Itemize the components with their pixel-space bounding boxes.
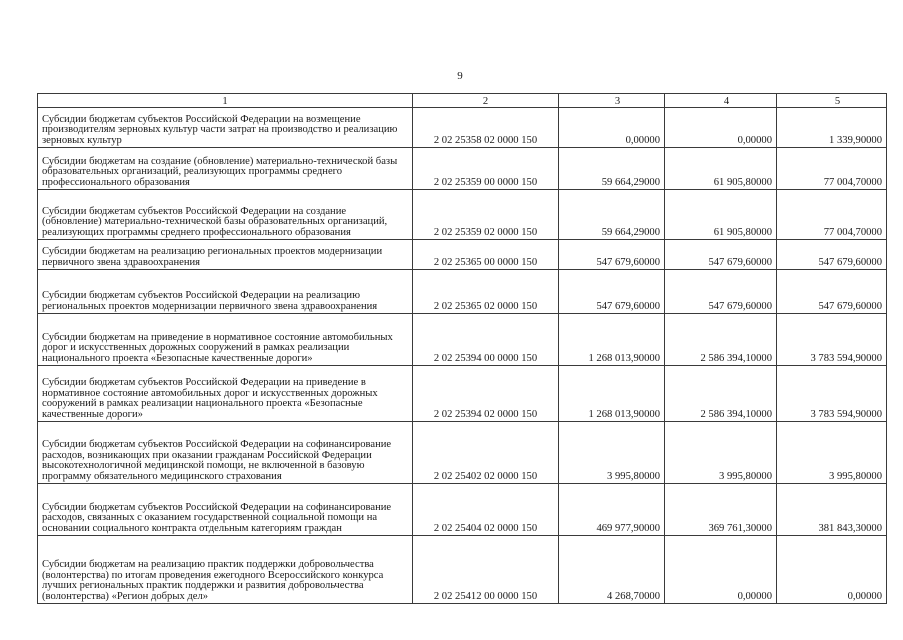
row-value-col4: 0,00000 <box>665 108 777 148</box>
row-description: Субсидии бюджетам на реализацию региональных проектов модернизации первичного звена здравоохранения <box>38 240 413 270</box>
row-value-col4: 3 995,80000 <box>665 422 777 484</box>
page-number: 9 <box>457 70 463 82</box>
table-row <box>38 422 887 484</box>
row-budget-code: 2 02 25404 02 0000 150 <box>413 484 559 536</box>
row-value-col4: 2 586 394,10000 <box>665 314 777 366</box>
column-header-1: 1 <box>38 94 413 108</box>
row-description: Субсидии бюджетам на реализацию практик поддержки добровольчества (волонтерства) по итогам проведения ежегодного Всероссийского конкурса лучших региональных практик поддержки и развития добровольчества (волонтерства) «Регион добрых дел» <box>38 536 413 604</box>
table-row <box>38 366 887 422</box>
row-description: Субсидии бюджетам субъектов Российской Федерации на создание (обновление) материально-технической базы образовательных организаций, реализующих программы среднего профессионального образования <box>38 190 413 240</box>
row-description: Субсидии бюджетам субъектов Российской Федерации на возмещение производителям зерновых культур части затрат на производство и реализацию зерновых культур <box>38 108 413 148</box>
row-budget-code: 2 02 25358 02 0000 150 <box>413 108 559 148</box>
row-value-col5: 3 995,80000 <box>777 422 887 484</box>
row-value-col4: 61 905,80000 <box>665 148 777 190</box>
row-value-col3: 0,00000 <box>559 108 665 148</box>
row-description: Субсидии бюджетам на создание (обновление) материально-технической базы образовательных организаций, реализующих программы среднего профессионального образования <box>38 148 413 190</box>
row-budget-code: 2 02 25402 02 0000 150 <box>413 422 559 484</box>
table-row <box>38 108 887 148</box>
row-value-col3: 4 268,70000 <box>559 536 665 604</box>
row-budget-code: 2 02 25359 00 0000 150 <box>413 148 559 190</box>
row-value-col3: 59 664,29000 <box>559 190 665 240</box>
budget-revenue-table <box>37 93 887 604</box>
row-value-col5: 3 783 594,90000 <box>777 314 887 366</box>
row-value-col3: 59 664,29000 <box>559 148 665 190</box>
row-value-col3: 1 268 013,90000 <box>559 366 665 422</box>
table-row <box>38 536 887 604</box>
row-value-col3: 547 679,60000 <box>559 240 665 270</box>
row-value-col4: 0,00000 <box>665 536 777 604</box>
row-description: Субсидии бюджетам на приведение в нормативное состояние автомобильных дорог и искусственных дорожных сооружений в рамках реализации национального проекта «Безопасные качественные дороги» <box>38 314 413 366</box>
row-value-col4: 61 905,80000 <box>665 190 777 240</box>
row-value-col4: 547 679,60000 <box>665 270 777 314</box>
row-budget-code: 2 02 25365 02 0000 150 <box>413 270 559 314</box>
row-value-col5: 77 004,70000 <box>777 148 887 190</box>
row-budget-code: 2 02 25394 02 0000 150 <box>413 366 559 422</box>
table-row <box>38 484 887 536</box>
row-budget-code: 2 02 25394 00 0000 150 <box>413 314 559 366</box>
row-value-col3: 1 268 013,90000 <box>559 314 665 366</box>
row-value-col5: 547 679,60000 <box>777 240 887 270</box>
table-row <box>38 240 887 270</box>
table-row <box>38 314 887 366</box>
column-number-row <box>38 94 887 108</box>
table-row <box>38 190 887 240</box>
row-description: Субсидии бюджетам субъектов Российской Федерации на софинансирование расходов, связанных с оказанием государственной социальной помощи на основании социального контракта отдельным категориям граждан <box>38 484 413 536</box>
row-value-col4: 2 586 394,10000 <box>665 366 777 422</box>
column-header-4: 4 <box>665 94 777 108</box>
row-value-col5: 1 339,90000 <box>777 108 887 148</box>
row-budget-code: 2 02 25412 00 0000 150 <box>413 536 559 604</box>
row-value-col5: 547 679,60000 <box>777 270 887 314</box>
row-budget-code: 2 02 25359 02 0000 150 <box>413 190 559 240</box>
row-value-col4: 369 761,30000 <box>665 484 777 536</box>
row-value-col5: 0,00000 <box>777 536 887 604</box>
column-header-2: 2 <box>413 94 559 108</box>
row-description: Субсидии бюджетам субъектов Российской Федерации на реализацию региональных проектов модернизации первичного звена здравоохранения <box>38 270 413 314</box>
row-description: Субсидии бюджетам субъектов Российской Федерации на софинансирование расходов, возникающих при оказании гражданам Российской Федерации высокотехнологичной медицинской помощи, не включенной в базовую программу обязательного медицинского страхования <box>38 422 413 484</box>
row-value-col5: 77 004,70000 <box>777 190 887 240</box>
row-value-col3: 3 995,80000 <box>559 422 665 484</box>
table-row <box>38 148 887 190</box>
column-header-5: 5 <box>777 94 887 108</box>
row-description: Субсидии бюджетам субъектов Российской Федерации на приведение в нормативное состояние автомобильных дорог и искусственных дорожных сооружений в рамках реализации национального проекта «Безопасные качественные дороги» <box>38 366 413 422</box>
row-value-col3: 469 977,90000 <box>559 484 665 536</box>
row-value-col4: 547 679,60000 <box>665 240 777 270</box>
row-value-col5: 3 783 594,90000 <box>777 366 887 422</box>
table-row <box>38 270 887 314</box>
row-budget-code: 2 02 25365 00 0000 150 <box>413 240 559 270</box>
column-header-3: 3 <box>559 94 665 108</box>
row-value-col3: 547 679,60000 <box>559 270 665 314</box>
row-value-col5: 381 843,30000 <box>777 484 887 536</box>
